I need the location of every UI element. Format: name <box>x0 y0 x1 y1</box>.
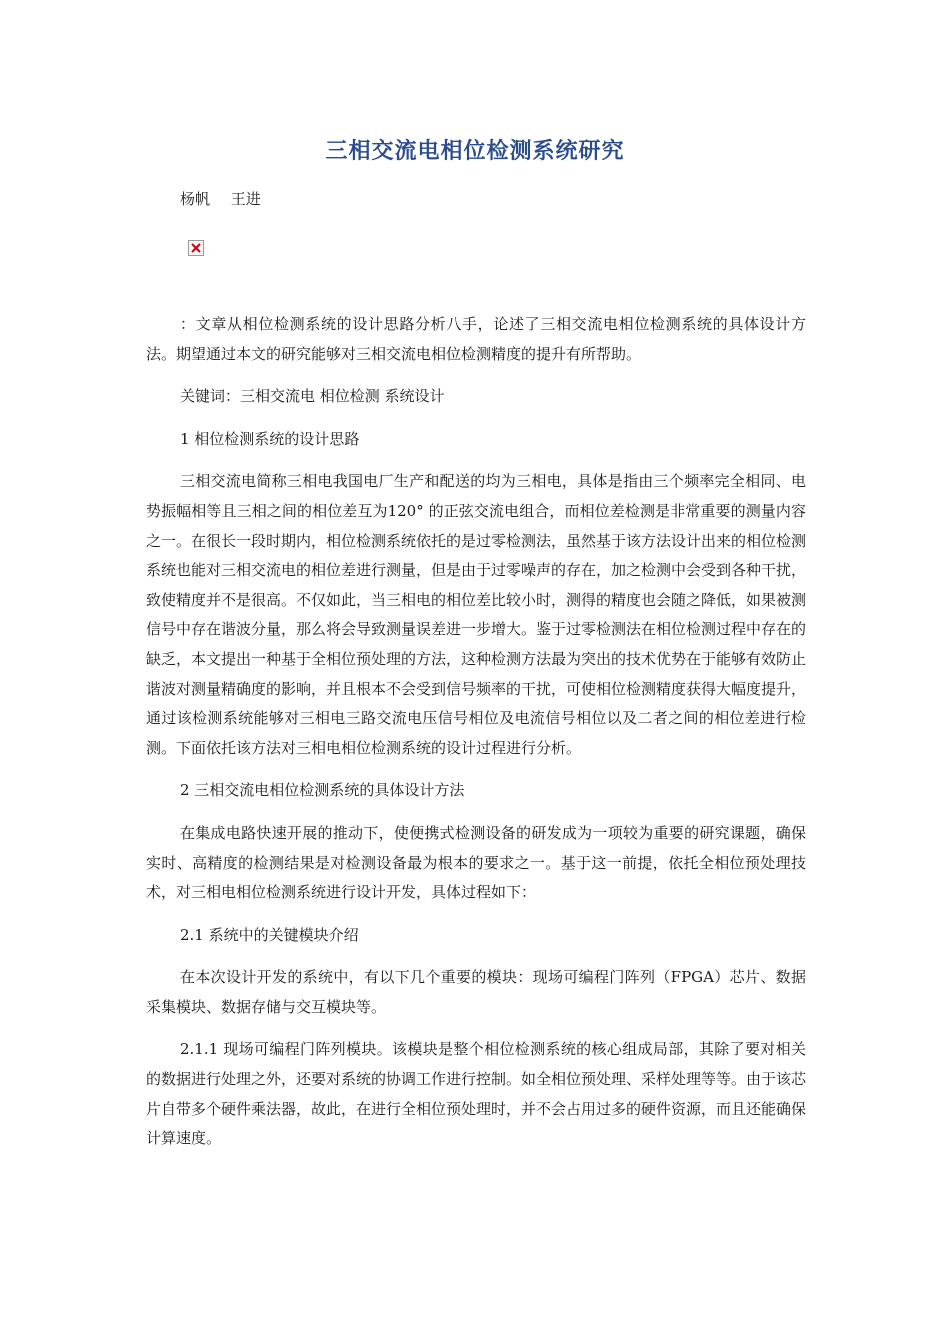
subsection-heading: 2.1 系统中的关键模块介绍 <box>180 925 359 944</box>
author-name: 王进 <box>230 190 261 208</box>
paper-body <box>146 310 806 1167</box>
section-heading: 2 三相交流电相位检测系统的具体设计方法 <box>180 781 465 800</box>
abstract: ：文章从相位检测系统的设计思路分析八手，论述了三相交流电相位检测系统的具体设计方法。期望通过本文的研究能够对三相交流电相位检测精度的提升有所帮助。 <box>146 315 806 363</box>
body-paragraph: 在集成电路快速开展的推动下，使便携式检测设备的研发成为一项较为重要的研究课题，确保实时、高精度的检测结果是对检测设备最为根本的要求之一。基于这一前提，依托全相位预处理技术，对三相电相位检测系统进行设计开发，具体过程如下： <box>146 823 806 902</box>
body-paragraph: 在本次设计开发的系统中，有以下几个重要的模块：现场可编程门阵列（FPGA）芯片、数据采集模块、数据存储与交互模块等。 <box>146 968 806 1016</box>
broken-image-icon <box>188 240 204 256</box>
body-paragraph: 三相交流电简称三相电我国电厂生产和配送的均为三相电，具体是指由三个频率完全相同、电势振幅相等且三相之间的相位差互为120° 的正弦交流电组合，而相位差检测是非常重要的测量内容之一。在很长一段时期内，相位检测系统依托的是过零检测法，虽然基于该方法设计出来的相位检测系统也能对三相交流电的相位差进行测量，但是由于过零噪声的存在，加之检测中会受到各种干扰，致使精度并不是很高。不仅如此，当三相电的相位差比较小时，测得的精度也会随之降低，如果被测信号中存在谐波分量，那么将会导致测量误差进一步增大。鉴于过零检测法在相位检测过程中存在的缺乏，本文提出一种基于全相位预处理的方法，这种检测方法最为突出的技术优势在于能够有效防止谐波对测量精确度的影响，并且根本不会受到信号频率的干扰，可使相位检测精度获得大幅度提升，通过该检测系统能够对三相电三路交流电压信号相位及电流信号相位以及二者之间的相位差进行检测。下面依托该方法对三相电相位检测系统的设计过程进行分析。 <box>146 472 807 757</box>
keywords: 关键词：三相交流电 相位检测 系统设计 <box>180 387 445 406</box>
section-heading: 1 相位检测系统的设计思路 <box>180 429 360 448</box>
author-list <box>180 188 261 209</box>
body-paragraph: 2.1.1 现场可编程门阵列模块。该模块是整个相位检测系统的核心组成局部，其除了要对相关的数据进行处理之外，还要对系统的协调工作进行控制。如全相位预处理、采样处理等等。由于该芯片自带多个硬件乘法器，故此，在进行全相位预处理时，并不会占用过多的硬件资源，而且还能确保计算速度。 <box>146 1040 807 1148</box>
paper-title: 三相交流电相位检测系统研究 <box>325 139 625 164</box>
author-name: 杨帆 <box>180 190 211 208</box>
